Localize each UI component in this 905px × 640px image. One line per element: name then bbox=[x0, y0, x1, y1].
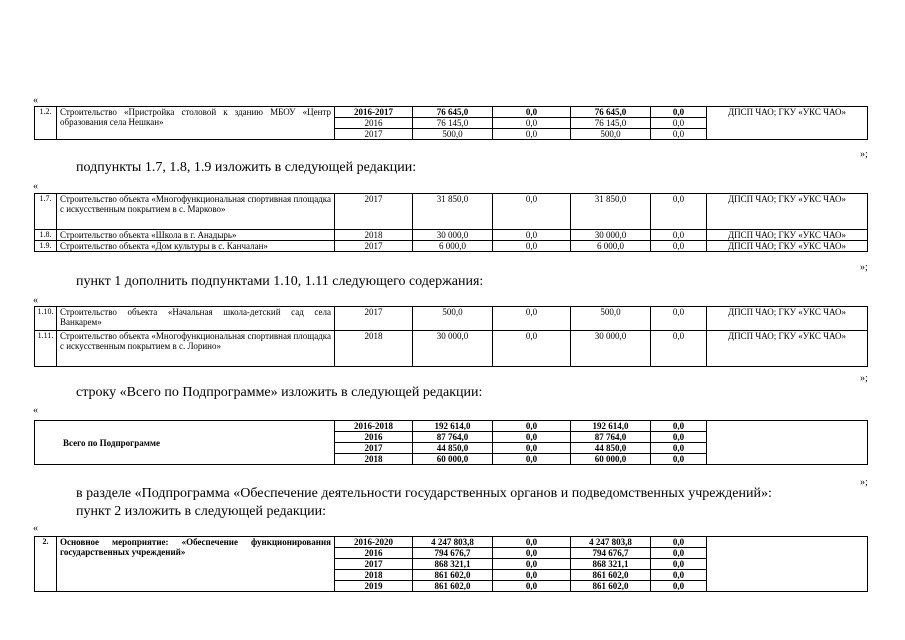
district-cell: 4 247 803,8 bbox=[571, 537, 651, 548]
local-cell: 0,0 bbox=[651, 537, 707, 548]
local-cell: 0,0 bbox=[651, 129, 707, 140]
district-cell: 868 321,1 bbox=[571, 559, 651, 570]
year-cell: 2016 bbox=[335, 118, 413, 129]
district-cell: 60 000,0 bbox=[571, 454, 651, 465]
table-row bbox=[35, 230, 868, 241]
quote-close-2: »; bbox=[860, 262, 868, 273]
row-number: 1.9. bbox=[35, 241, 57, 252]
federal-cell: 0,0 bbox=[493, 581, 571, 592]
table-row bbox=[35, 421, 868, 432]
executor-cell: ДПСП ЧАО; ГКУ «УКС ЧАО» bbox=[707, 107, 868, 140]
year-cell: 2016 bbox=[335, 432, 413, 443]
year-cell: 2016-2017 bbox=[335, 107, 413, 118]
row-number: 1.2. bbox=[35, 107, 57, 140]
quote-open-1: « bbox=[33, 95, 38, 106]
local-cell: 0,0 bbox=[651, 432, 707, 443]
local-cell: 0,0 bbox=[651, 421, 707, 432]
district-cell: 6 000,0 bbox=[571, 241, 651, 252]
executor-cell bbox=[707, 421, 868, 465]
quote-close-1: »; bbox=[860, 149, 868, 160]
district-cell: 861 602,0 bbox=[571, 570, 651, 581]
federal-cell: 0,0 bbox=[493, 548, 571, 559]
local-cell: 0,0 bbox=[651, 559, 707, 570]
federal-cell: 0,0 bbox=[493, 307, 571, 331]
paragraph-2: пункт 1 дополнить подпунктами 1.10, 1.11 следующего содержания: bbox=[76, 274, 484, 289]
row-number: 1.7. bbox=[35, 194, 57, 230]
executor-cell: ДПСП ЧАО; ГКУ «УКС ЧАО» bbox=[707, 331, 868, 367]
table-total-subprogram bbox=[34, 420, 868, 465]
table-row bbox=[35, 194, 868, 230]
year-cell: 2018 bbox=[335, 331, 413, 367]
total-cell: 861 602,0 bbox=[413, 581, 493, 592]
year-cell: 2017 bbox=[335, 194, 413, 230]
local-cell: 0,0 bbox=[651, 307, 707, 331]
table-row bbox=[35, 537, 868, 548]
total-cell: 192 614,0 bbox=[413, 421, 493, 432]
quote-close-3: »; bbox=[860, 373, 868, 384]
federal-cell: 0,0 bbox=[493, 194, 571, 230]
total-cell: 30 000,0 bbox=[413, 331, 493, 367]
local-cell: 0,0 bbox=[651, 548, 707, 559]
year-cell: 2018 bbox=[335, 570, 413, 581]
executor-cell: ДПСП ЧАО; ГКУ «УКС ЧАО» bbox=[707, 194, 868, 230]
year-cell: 2016 bbox=[335, 548, 413, 559]
total-cell: 794 676,7 bbox=[413, 548, 493, 559]
quote-open-4: « bbox=[33, 405, 38, 416]
row-name: Основное мероприятие: «Обеспечение функционирования государственных учреждений» bbox=[57, 537, 335, 592]
quote-close-4: »; bbox=[860, 477, 868, 488]
total-cell: 868 321,1 bbox=[413, 559, 493, 570]
district-cell: 861 602,0 bbox=[571, 581, 651, 592]
table-row bbox=[35, 107, 868, 118]
row-number: 2. bbox=[35, 537, 57, 592]
year-cell: 2019 bbox=[335, 581, 413, 592]
year-cell: 2017 bbox=[335, 129, 413, 140]
district-cell: 794 676,7 bbox=[571, 548, 651, 559]
table-object-1-2 bbox=[34, 106, 868, 140]
district-cell: 500,0 bbox=[571, 129, 651, 140]
table-objects-1-10-1-11 bbox=[34, 306, 868, 367]
local-cell: 0,0 bbox=[651, 454, 707, 465]
district-cell: 30 000,0 bbox=[571, 230, 651, 241]
local-cell: 0,0 bbox=[651, 107, 707, 118]
total-cell: 500,0 bbox=[413, 307, 493, 331]
federal-cell: 0,0 bbox=[493, 454, 571, 465]
year-cell: 2017 bbox=[335, 241, 413, 252]
quote-open-2: « bbox=[33, 181, 38, 192]
federal-cell: 0,0 bbox=[493, 559, 571, 570]
total-label: Всего по Подпрограмме bbox=[35, 421, 335, 465]
year-cell: 2016-2018 bbox=[335, 421, 413, 432]
executor-cell: ДПСП ЧАО; ГКУ «УКС ЧАО» bbox=[707, 241, 868, 252]
row-number: 1.11. bbox=[35, 331, 57, 367]
year-cell: 2016-2020 bbox=[335, 537, 413, 548]
federal-cell: 0,0 bbox=[493, 432, 571, 443]
local-cell: 0,0 bbox=[651, 230, 707, 241]
total-cell: 44 850,0 bbox=[413, 443, 493, 454]
quote-open-3: « bbox=[33, 295, 38, 306]
row-name: Строительство объекта «Начальная школа-детский сад села Ванкарем» bbox=[57, 307, 335, 331]
executor-cell: ДПСП ЧАО; ГКУ «УКС ЧАО» bbox=[707, 230, 868, 241]
district-cell: 76 145,0 bbox=[571, 118, 651, 129]
federal-cell: 0,0 bbox=[493, 118, 571, 129]
federal-cell: 0,0 bbox=[493, 241, 571, 252]
row-name: Строительство объекта «Дом культуры в с. Канчалан» bbox=[57, 241, 335, 252]
paragraph-1: подпункты 1.7, 1.8, 1.9 изложить в следующей редакции: bbox=[76, 160, 417, 175]
total-cell: 500,0 bbox=[413, 129, 493, 140]
table-point-2 bbox=[34, 536, 868, 592]
year-cell: 2017 bbox=[335, 307, 413, 331]
total-cell: 76 645,0 bbox=[413, 107, 493, 118]
district-cell: 500,0 bbox=[571, 307, 651, 331]
year-cell: 2017 bbox=[335, 443, 413, 454]
total-cell: 76 145,0 bbox=[413, 118, 493, 129]
table-row bbox=[35, 331, 868, 367]
row-name: Строительство объекта «Многофункциональная спортивная площадка с искусственным покрытием в с. Марково» bbox=[57, 194, 335, 230]
total-cell: 30 000,0 bbox=[413, 230, 493, 241]
local-cell: 0,0 bbox=[651, 581, 707, 592]
federal-cell: 0,0 bbox=[493, 421, 571, 432]
district-cell: 30 000,0 bbox=[571, 331, 651, 367]
district-cell: 76 645,0 bbox=[571, 107, 651, 118]
federal-cell: 0,0 bbox=[493, 331, 571, 367]
total-cell: 6 000,0 bbox=[413, 241, 493, 252]
quote-open-5: « bbox=[33, 523, 38, 534]
row-name: Строительство объекта «Многофункциональная спортивная площадка с искусственным покрытием в с. Лорино» bbox=[57, 331, 335, 367]
paragraph-3: строку «Всего по Подпрограмме» изложить в следующей редакции: bbox=[76, 385, 483, 400]
paragraph-4: в разделе «Подпрограмма «Обеспечение деятельности государственных органов и подведомственных учреждений»: bbox=[76, 486, 772, 501]
row-number: 1.10. bbox=[35, 307, 57, 331]
total-cell: 31 850,0 bbox=[413, 194, 493, 230]
district-cell: 87 764,0 bbox=[571, 432, 651, 443]
row-name: Строительство «Пристройка столовой к зданию МБОУ «Центр образования села Нешкан» bbox=[57, 107, 335, 140]
federal-cell: 0,0 bbox=[493, 107, 571, 118]
executor-cell: ДПСП ЧАО; ГКУ «УКС ЧАО» bbox=[707, 307, 868, 331]
district-cell: 192 614,0 bbox=[571, 421, 651, 432]
local-cell: 0,0 bbox=[651, 194, 707, 230]
local-cell: 0,0 bbox=[651, 570, 707, 581]
row-name: Строительство объекта «Школа в г. Анадырь» bbox=[57, 230, 335, 241]
executor-cell bbox=[707, 537, 868, 592]
year-cell: 2018 bbox=[335, 230, 413, 241]
total-cell: 60 000,0 bbox=[413, 454, 493, 465]
local-cell: 0,0 bbox=[651, 241, 707, 252]
local-cell: 0,0 bbox=[651, 331, 707, 367]
table-objects-1-7-1-9 bbox=[34, 193, 868, 252]
total-cell: 4 247 803,8 bbox=[413, 537, 493, 548]
local-cell: 0,0 bbox=[651, 118, 707, 129]
paragraph-5: пункт 2 изложить в следующей редакции: bbox=[76, 504, 326, 519]
total-cell: 87 764,0 bbox=[413, 432, 493, 443]
table-row bbox=[35, 241, 868, 252]
local-cell: 0,0 bbox=[651, 443, 707, 454]
year-cell: 2018 bbox=[335, 454, 413, 465]
district-cell: 31 850,0 bbox=[571, 194, 651, 230]
federal-cell: 0,0 bbox=[493, 129, 571, 140]
row-number: 1.8. bbox=[35, 230, 57, 241]
federal-cell: 0,0 bbox=[493, 537, 571, 548]
federal-cell: 0,0 bbox=[493, 443, 571, 454]
federal-cell: 0,0 bbox=[493, 230, 571, 241]
total-cell: 861 602,0 bbox=[413, 570, 493, 581]
table-row bbox=[35, 307, 868, 331]
district-cell: 44 850,0 bbox=[571, 443, 651, 454]
federal-cell: 0,0 bbox=[493, 570, 571, 581]
year-cell: 2017 bbox=[335, 559, 413, 570]
